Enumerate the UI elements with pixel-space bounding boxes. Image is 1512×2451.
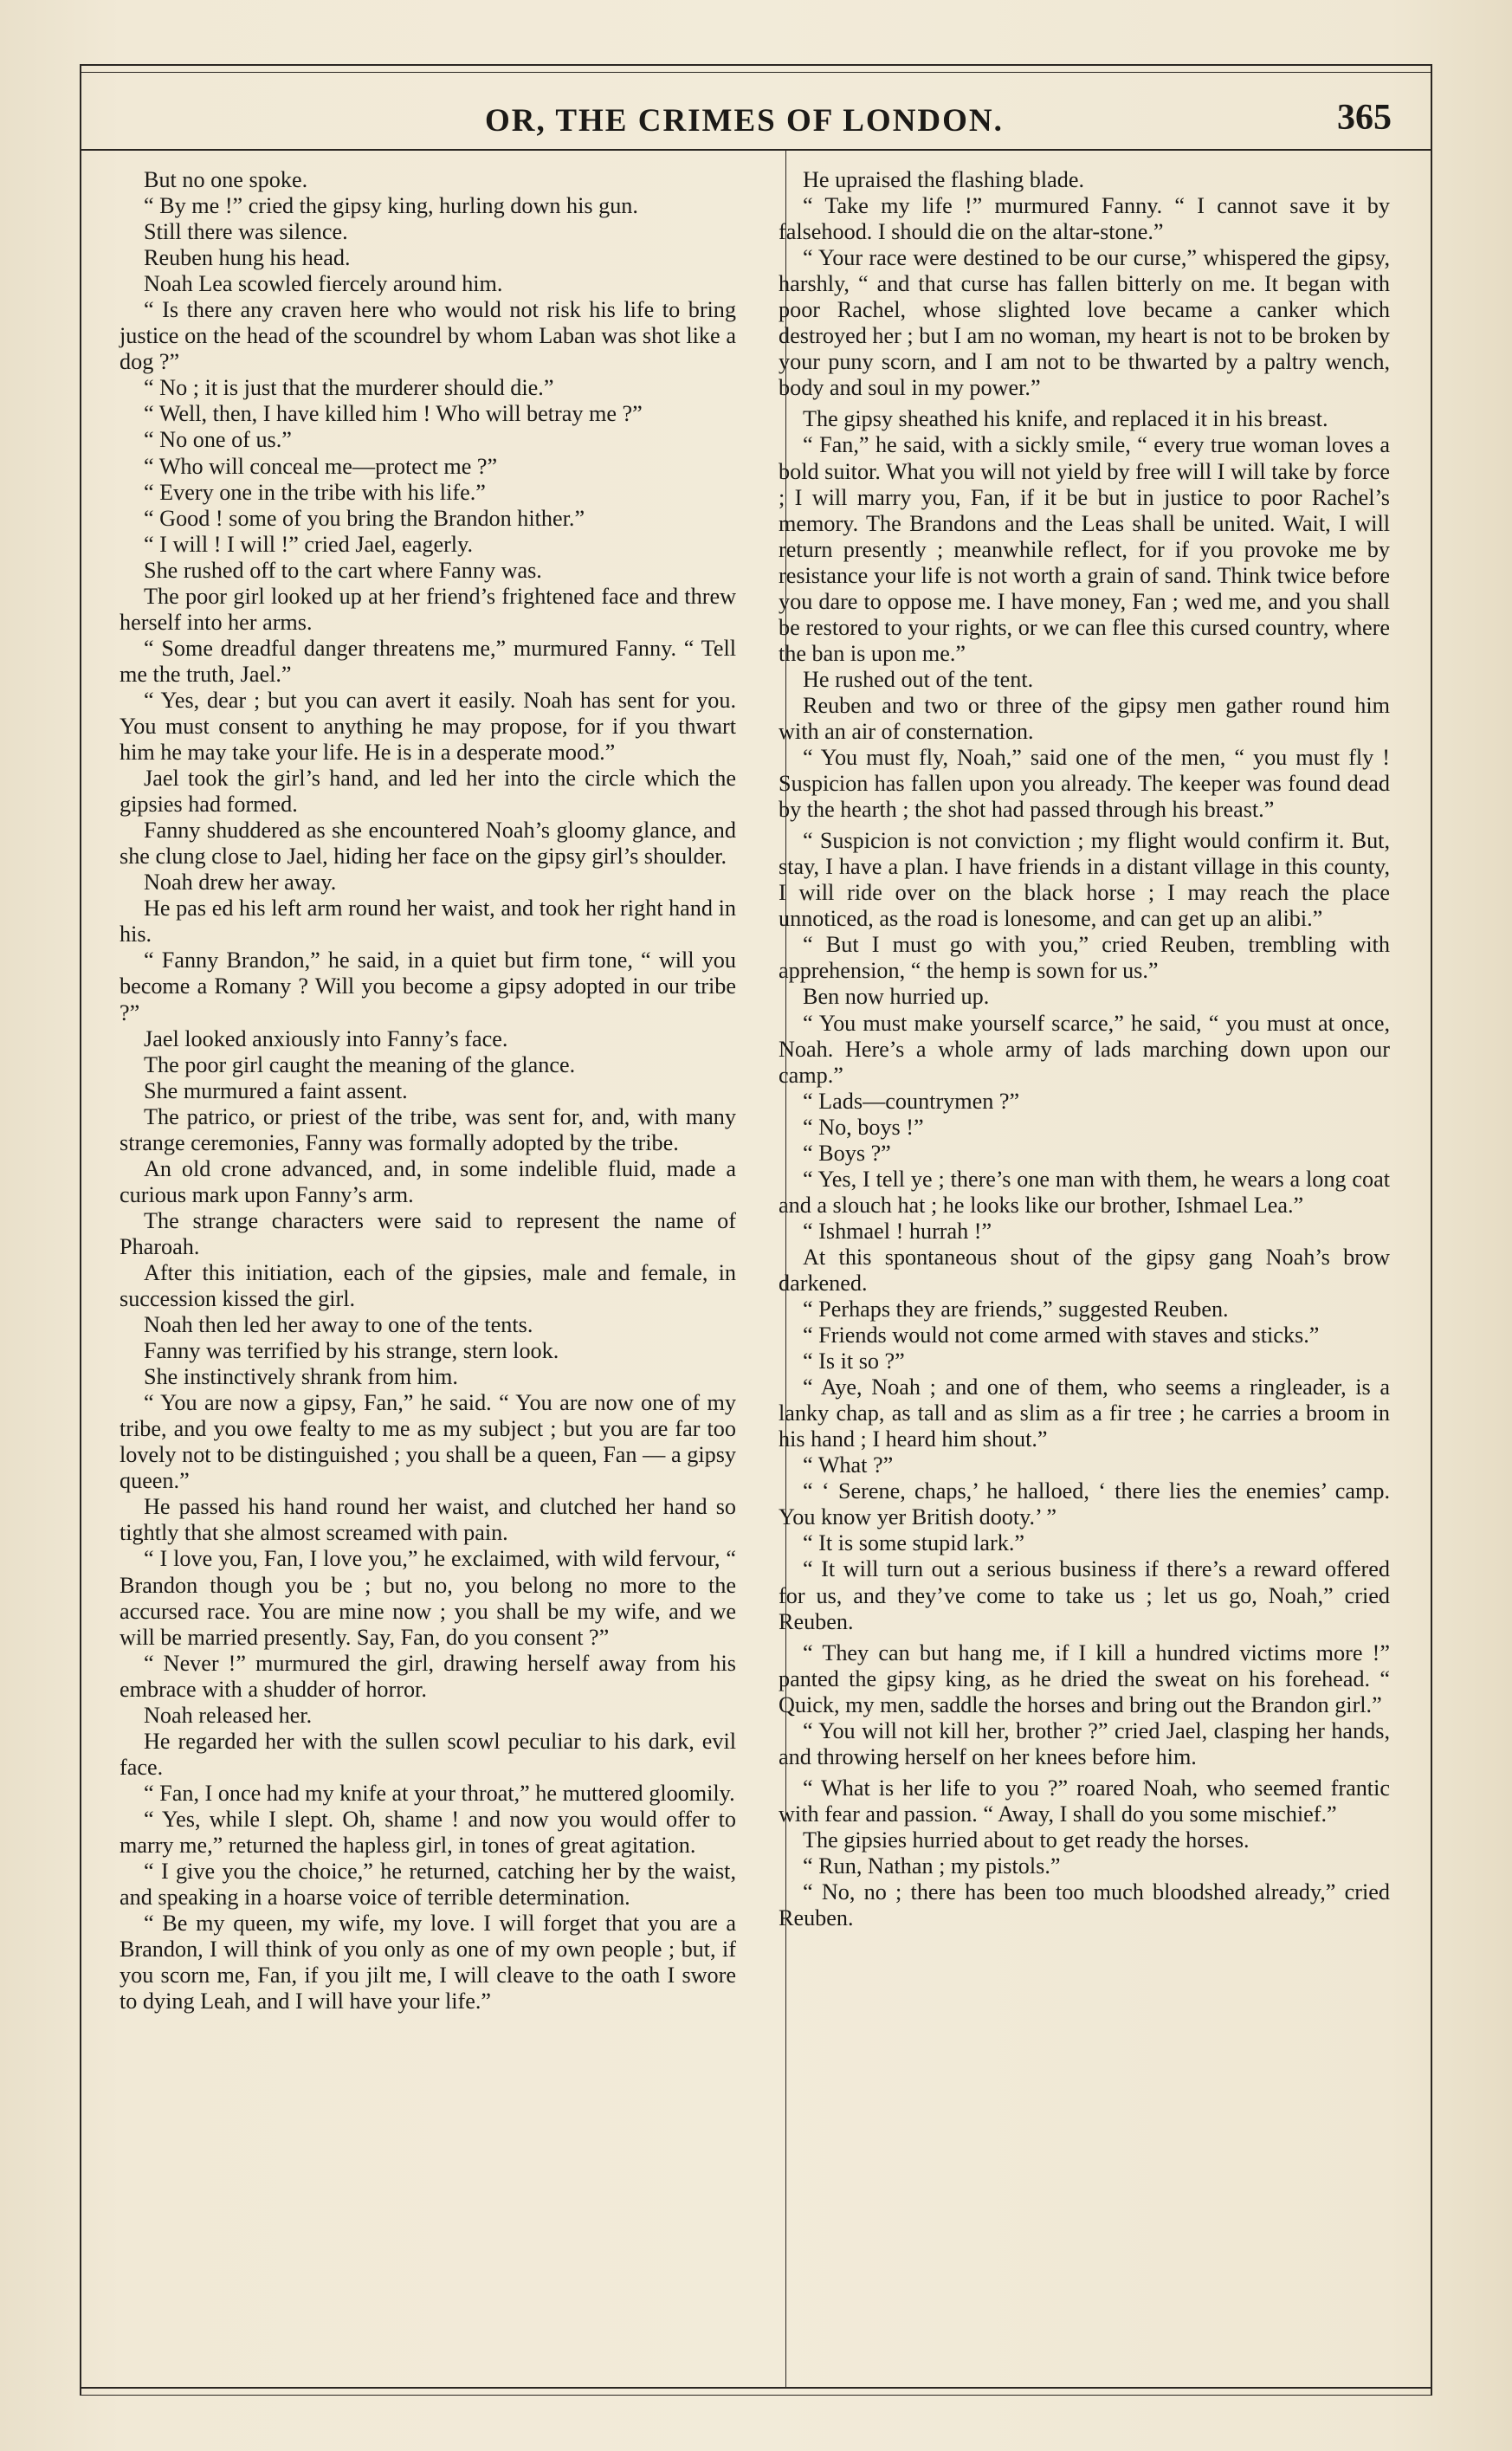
paragraph: “ Is it so ?” xyxy=(803,1348,905,1374)
paragraph: The poor girl caught the meaning of the glance. xyxy=(144,1051,576,1077)
paragraph: He passed his hand round her waist, and clutched her hand so tightly that she almost screamed with pain. xyxy=(120,1494,736,1546)
paragraph: Jael took the girl’s hand, and led her into the circle which the gipsies had formed. xyxy=(120,766,736,818)
bottom-border-inner-rule xyxy=(80,2395,1431,2396)
page-number: 365 xyxy=(1337,98,1392,138)
paragraph: Noah released her. xyxy=(144,1702,313,1728)
paragraph: “ By me !” cried the gipsy king, hurling down his gun. xyxy=(144,193,638,219)
paragraph: Still there was silence. xyxy=(144,219,348,245)
paragraph: Jael looked anxiously into Fanny’s face. xyxy=(144,1025,508,1051)
paragraph: He rushed out of the tent. xyxy=(803,666,1034,692)
paragraph: “ You must make yourself scarce,” he said, “ you must at once, Noah. Here’s a whole army of lads marching down upon our camp.” xyxy=(779,1010,1390,1088)
paragraph: “ Lads—countrymen ?” xyxy=(803,1088,1020,1114)
paragraph: “ Suspicion is not conviction ; my flight would confirm it. But, stay, I have a plan. I have friends in a distant village in this county, I will ride over on the black horse ; I may reach the place unnoticed, as the road is lonesome, and can get up an alibi.” xyxy=(779,828,1390,932)
paragraph: He regarded her with the sullen scowl peculiar to his dark, evil face. xyxy=(120,1728,736,1780)
paragraph: “ Perhaps they are friends,” suggested Reuben. xyxy=(803,1297,1229,1323)
paragraph: “ Yes, while I slept. Oh, shame ! and now you would offer to marry me,” returned the hapless girl, in tones of great agitation. xyxy=(120,1806,736,1858)
paragraph: After this initiation, each of the gipsies, male and female, in succession kissed the girl. xyxy=(120,1259,736,1312)
paragraph: “ You will not kill her, brother ?” cried Jael, clasping her hands, and throwing herself on her knees before him. xyxy=(779,1717,1390,1769)
paragraph: Noah drew her away. xyxy=(144,870,337,896)
paragraph: “ ‘ Serene, chaps,’ he halloed, ‘ there lies the enemies’ camp. You know yer British dooty.’ ” xyxy=(779,1478,1390,1530)
paragraph: “ Take my life !” murmured Fanny. “ I cannot save it by falsehood. I should die on the altar-stone.” xyxy=(779,193,1390,245)
left-column xyxy=(120,167,736,2014)
paragraph: “ Yes, dear ; but you can avert it easily. Noah has sent for you. You must consent to anything he may propose, for if you thwart him he may take your life. He is in a desperate mood.” xyxy=(120,687,736,766)
paragraph: “ No, no ; there has been too much bloodshed already,” cried Reuben. xyxy=(779,1879,1390,1931)
paragraph: He upraised the flashing blade. xyxy=(803,167,1085,192)
paragraph: “ Boys ?” xyxy=(803,1140,891,1166)
paragraph: “ I give you the choice,” he returned, catching her by the waist, and speaking in a hoarse voice of terrible determination. xyxy=(120,1859,736,1911)
paragraph: “ Be my queen, my wife, my love. I will forget that you are a Brandon, I will think of you only as one of my own people ; but, if you scorn me, Fan, if you jilt me, I will cleave to the oath I swore to dying Leah, and I will have your life.” xyxy=(120,1911,736,2014)
top-border-inner-rule xyxy=(80,72,1431,73)
paragraph: She rushed off to the cart where Fanny was. xyxy=(144,557,542,583)
paragraph: “ Aye, Noah ; and one of them, who seems a ringleader, is a lanky chap, as tall and as slim as a fir tree ; he carries a broom in his hand ; I heard him shout.” xyxy=(779,1374,1390,1452)
paragraph: Fanny was terrified by his strange, stern look. xyxy=(144,1338,559,1364)
paragraph: She murmured a faint assent. xyxy=(144,1077,408,1103)
bottom-border-rule xyxy=(80,2387,1431,2389)
paragraph: But no one spoke. xyxy=(144,167,308,192)
paragraph: Fanny shuddered as she encountered Noah’s gloomy glance, and she clung close to Jael, hiding her face on the gipsy girl’s shoulder. xyxy=(120,818,736,870)
paragraph: “ Well, then, I have killed him ! Who will betray me ?” xyxy=(144,401,643,427)
paragraph: The poor girl looked up at her friend’s frightened face and threw herself into her arms. xyxy=(120,583,736,635)
paragraph: “ What ?” xyxy=(803,1452,894,1478)
paragraph: The gipsies hurried about to get ready the horses. xyxy=(803,1827,1250,1853)
paragraph: Ben now hurried up. xyxy=(803,984,990,1010)
paragraph: The patrico, or priest of the tribe, was sent for, and, with many strange ceremonies, Fanny was formally adopted by the tribe. xyxy=(120,1103,736,1155)
paragraph: “ Every one in the tribe with his life.” xyxy=(144,479,486,505)
paragraph: At this spontaneous shout of the gipsy gang Noah’s brow darkened. xyxy=(779,1244,1390,1296)
paragraph: “ No, boys !” xyxy=(803,1114,924,1140)
paragraph: “ You are now a gipsy, Fan,” he said. “ You are now one of my tribe, and you owe fealty to me as my subject ; but you are far too lovely not to be distinguished ; you shall be a queen, Fan — a gipsy queen.” xyxy=(120,1390,736,1494)
paragraph: “ Yes, I tell ye ; there’s one man with them, he wears a long coat and a slouch hat ; he looks like our brother, Ishmael Lea.” xyxy=(779,1166,1390,1218)
paragraph: “ No ; it is just that the murderer should die.” xyxy=(144,375,554,401)
paragraph: “ It is some stupid lark.” xyxy=(803,1530,1025,1556)
paragraph: “ I love you, Fan, I love you,” he exclaimed, with wild fervour, “ Brandon though you be ; but no, you belong no more to the accursed race. You are mine now ; you shall be my wife, and we will be married presently. Say, Fan, do you consent ?” xyxy=(120,1546,736,1650)
running-title: OR, THE CRIMES OF LONDON. xyxy=(485,103,1004,139)
paragraph: “ Fan, I once had my knife at your throat,” he muttered gloomily. xyxy=(144,1780,735,1806)
paragraph: She instinctively shrank from him. xyxy=(144,1364,458,1390)
header-rule xyxy=(80,149,1431,151)
paragraph: An old crone advanced, and, in some indelible fluid, made a curious mark upon Fanny’s arm. xyxy=(120,1155,736,1207)
paragraph: “ Some dreadful danger threatens me,” murmured Fanny. “ Tell me the truth, Jael.” xyxy=(120,635,736,687)
paragraph: “ They can but hang me, if I kill a hundred victims more !” panted the gipsy king, as he dried the sweat on his forehead. “ Quick, my men, saddle the horses and bring out the Brandon girl.” xyxy=(779,1639,1390,1717)
paragraph: Reuben and two or three of the gipsy men gather round him with an air of consternation. xyxy=(779,692,1390,744)
paragraph: “ Friends would not come armed with staves and sticks.” xyxy=(803,1323,1320,1348)
paragraph: “ It will turn out a serious business if there’s a reward offered for us, and they’ve come to take us ; let us go, Noah,” cried Reuben. xyxy=(779,1556,1390,1634)
paragraph: “ I will ! I will !” cried Jael, eagerly. xyxy=(144,531,474,557)
paragraph: The gipsy sheathed his knife, and replaced it in his breast. xyxy=(803,406,1328,432)
paragraph: “ No one of us.” xyxy=(144,427,292,453)
paragraph: “ Fanny Brandon,” he said, in a quiet but firm tone, “ will you become a Romany ? Will you become a gipsy adopted in our tribe ?” xyxy=(120,947,736,1025)
paragraph: “ Who will conceal me—protect me ?” xyxy=(144,453,498,479)
paragraph: “ Good ! some of you bring the Brandon hither.” xyxy=(144,505,585,531)
right-border-rule xyxy=(1431,64,1432,2396)
paragraph: “ Ishmael ! hurrah !” xyxy=(803,1218,992,1244)
paragraph: Reuben hung his head. xyxy=(144,245,351,271)
paragraph: The strange characters were said to represent the name of Pharoah. xyxy=(120,1207,736,1259)
paragraph: He pas ed his left arm round her waist, and took her right hand in his. xyxy=(120,896,736,947)
paragraph: “ Run, Nathan ; my pistols.” xyxy=(803,1853,1061,1879)
paragraph: “ Never !” murmured the girl, drawing herself away from his embrace with a shudder of horror. xyxy=(120,1650,736,1702)
paragraph: “ But I must go with you,” cried Reuben, trembling with apprehension, “ the hemp is sown for us.” xyxy=(779,932,1390,984)
right-column xyxy=(779,167,1390,1931)
paragraph: “ Fan,” he said, with a sickly smile, “ every true woman loves a bold suitor. What you will not yield by free will I will take by force ; I will marry you, Fan, if it be but in justice to poor Rachel’s memory. The Brandons and the Leas shall be united. Wait, I will return presently ; meanwhile reflect, for if you provoke me by resistance your life is not worth a grain of sand. Think twice before you dare to oppose me. I have money, Fan ; wed me, and you shall be restored to your rights, or we can flee this cursed country, where the ban is upon me.” xyxy=(779,432,1390,666)
paragraph: “ What is her life to you ?” roared Noah, who seemed frantic with fear and passion. “ Away, I shall do you some mischief.” xyxy=(779,1775,1390,1827)
top-border-rule xyxy=(80,64,1431,66)
paragraph: “ Is there any craven here who would not risk his life to bring justice on the head of the scoundrel by whom Laban was shot like a dog ?” xyxy=(120,297,736,375)
paragraph: “ You must fly, Noah,” said one of the men, “ you must fly ! Suspicion has fallen upon you already. The keeper was found dead by the hearth ; the shot had passed through his breast.” xyxy=(779,745,1390,823)
paragraph: Noah Lea scowled fiercely around him. xyxy=(144,271,503,297)
paragraph: Noah then led her away to one of the tents. xyxy=(144,1312,533,1338)
left-border-rule xyxy=(80,64,81,2396)
paragraph: “ Your race were destined to be our curse,” whispered the gipsy, harshly, “ and that curse has fallen bitterly on me. It began with poor Rachel, whose slighted love became a canker which destroyed her ; but I am no woman, my heart is not to be broken by your puny scorn, and I am not to be thwarted by a paltry wench, body and soul in my power.” xyxy=(779,245,1390,401)
